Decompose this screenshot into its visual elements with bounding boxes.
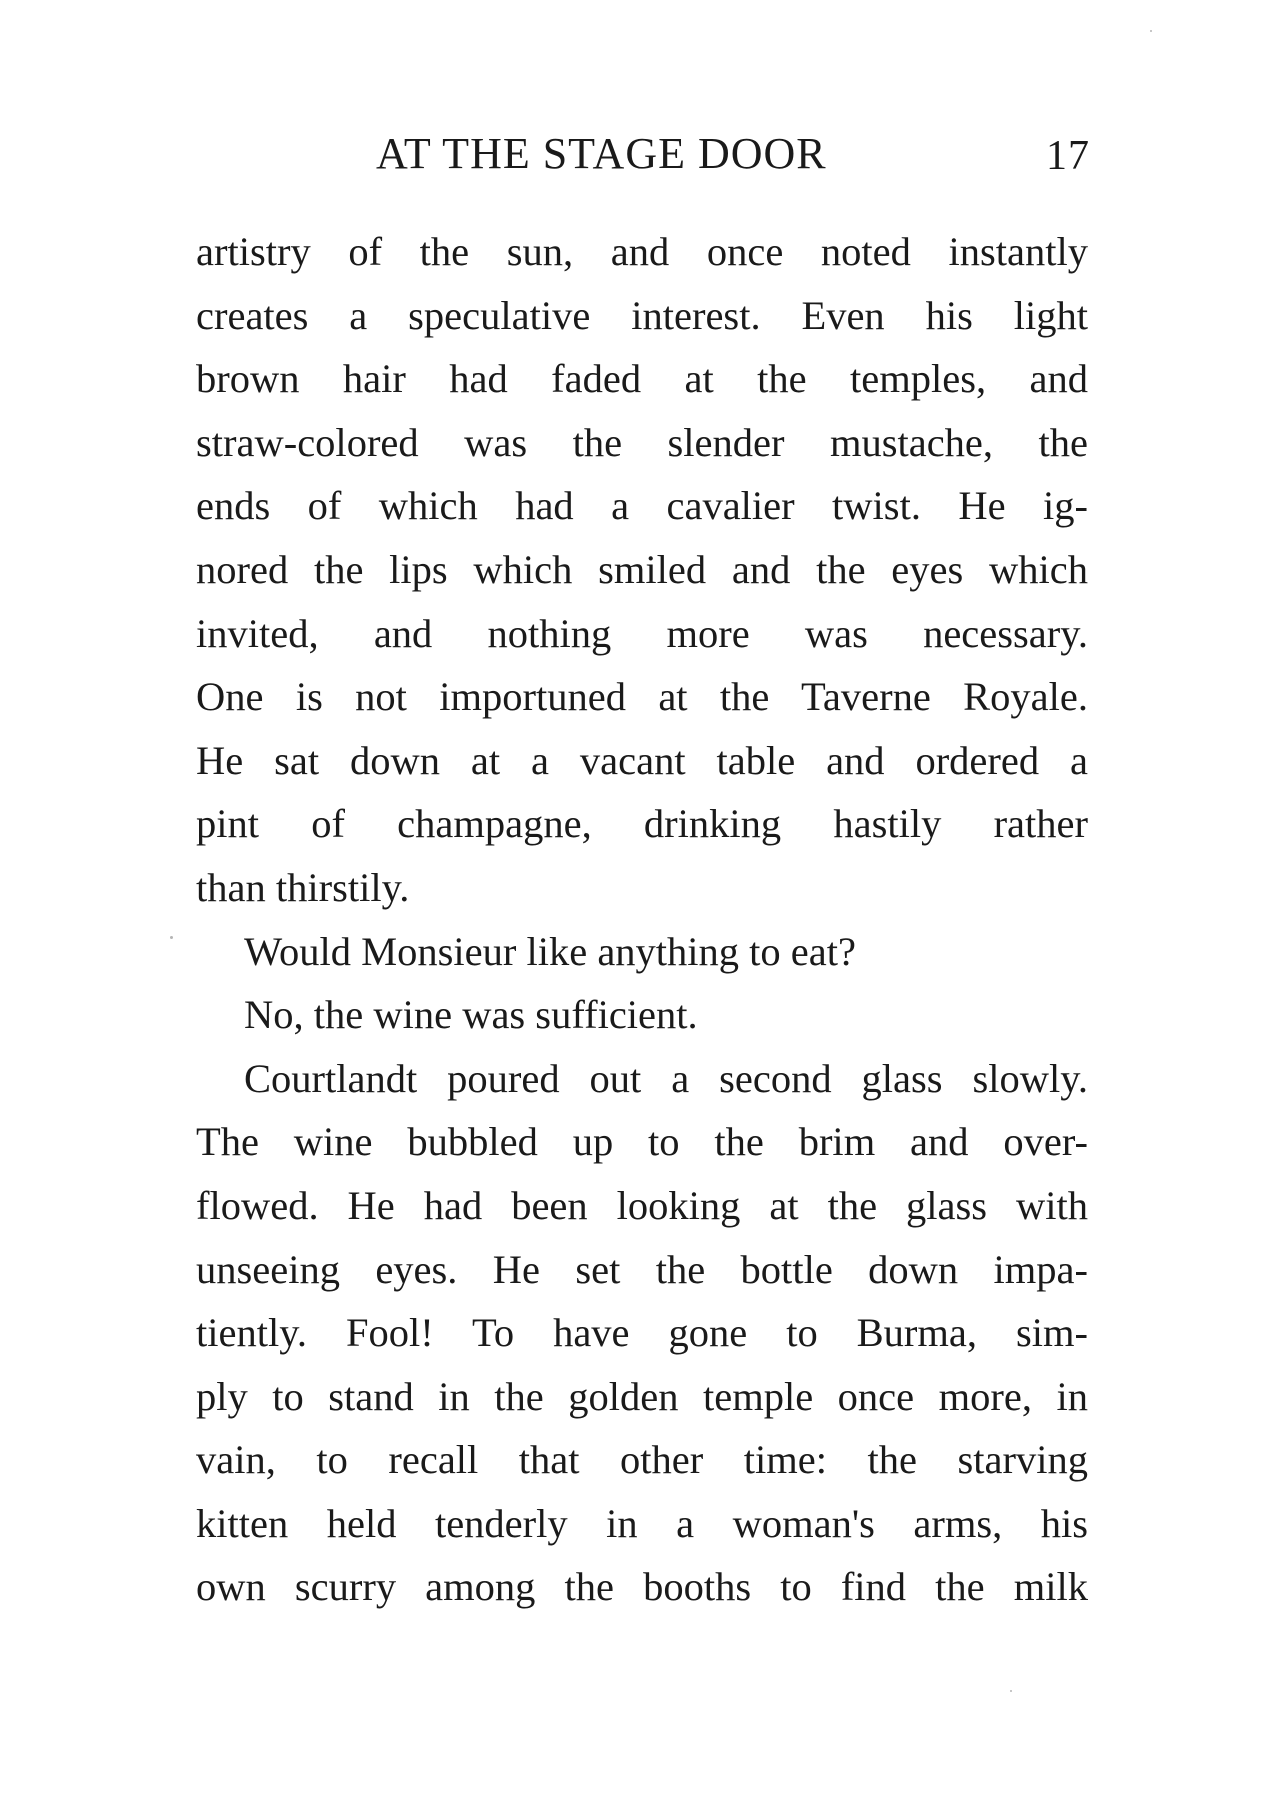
text-line: flowed. He had been looking at the glass with <box>196 1182 1088 1228</box>
running-title: AT THE STAGE DOOR <box>376 129 827 178</box>
text-line: kitten held tenderly in a woman's arms, his <box>196 1500 1088 1546</box>
text-line: own scurry among the booths to find the milk <box>196 1564 1088 1610</box>
body-text <box>196 220 1088 1619</box>
text-line: straw-colored was the slender mustache, the <box>196 419 1088 465</box>
text-line: Courtlandt poured out a second glass slowly. <box>244 1055 1088 1101</box>
text-line: The wine bubbled up to the brim and over- <box>196 1119 1088 1165</box>
text-line: ends of which had a cavalier twist. He ig- <box>196 483 1088 529</box>
text-line: Would Monsieur like anything to eat? <box>244 928 856 974</box>
text-line: than thirstily. <box>196 864 410 910</box>
text-line: ply to stand in the golden temple once more, in <box>196 1373 1088 1419</box>
text-line: invited, and nothing more was necessary. <box>196 610 1088 656</box>
paper-speck <box>1010 1690 1012 1692</box>
text-line: One is not importuned at the Taverne Royale. <box>196 674 1088 720</box>
paper-speck <box>1150 30 1152 32</box>
text-line: No, the wine was sufficient. <box>244 992 698 1038</box>
text-line: creates a speculative interest. Even his light <box>196 292 1088 338</box>
text-line: artistry of the sun, and once noted instantly <box>196 229 1088 274</box>
text-line: vain, to recall that other time: the starving <box>196 1437 1088 1483</box>
text-line: pint of champagne, drinking hastily rather <box>196 801 1088 847</box>
text-line: unseeing eyes. He set the bottle down impa- <box>196 1246 1088 1292</box>
text-line: tiently. Fool! To have gone to Burma, sim- <box>196 1310 1088 1356</box>
paper-speck <box>170 936 173 939</box>
text-line: nored the lips which smiled and the eyes which <box>196 546 1088 592</box>
text-line: brown hair had faded at the temples, and <box>196 356 1088 402</box>
running-head <box>194 128 1090 188</box>
text-line: He sat down at a vacant table and ordered a <box>196 737 1088 783</box>
page-number: 17 <box>1046 133 1090 179</box>
